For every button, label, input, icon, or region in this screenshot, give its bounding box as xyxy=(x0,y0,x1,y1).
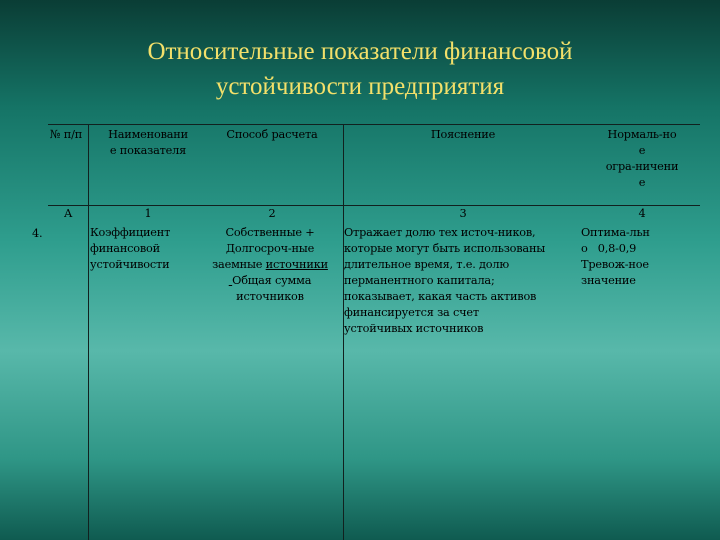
row-number: 4. xyxy=(32,227,43,240)
formula-numerator-line-2: Долгосроч-ные xyxy=(225,242,315,255)
index-norm: 4 xyxy=(638,207,646,220)
table-col-divider-1 xyxy=(88,124,89,540)
slide-title-line-1: Относительные показатели финансовой xyxy=(147,38,573,65)
header-indicator-name: Наименовани е показателя xyxy=(108,128,188,157)
row-normal-limit: Оптима-льн о 0,8-0,9 Тревож-ное значение xyxy=(581,226,650,287)
index-number: А xyxy=(63,207,73,220)
row-calculation-formula xyxy=(200,225,340,305)
row-indicator-name: Коэффициент финансовой устойчивости xyxy=(90,226,171,271)
formula-numerator-line-3: заемные источники xyxy=(212,258,328,271)
indicators-table xyxy=(32,124,700,540)
index-name: 1 xyxy=(144,207,152,220)
header-normal-limit: Нормаль-но е огра-ничени е xyxy=(605,128,679,189)
index-method: 2 xyxy=(268,207,276,220)
slide-title-line-2: устойчивости предприятия xyxy=(215,73,505,100)
formula-denominator-line-1: Общая сумма xyxy=(232,274,312,287)
row-explanation: Отражает долю тех источ-ников, которые могут быть использованы длительное время, т.е. долю перманентного капитала; показывает, какая часть активов финансируется за счет устойчивых источников xyxy=(344,226,546,335)
header-number: № п/п xyxy=(49,128,83,141)
slide-title xyxy=(0,34,720,104)
header-calculation-method: Способ расчета xyxy=(226,128,318,141)
table-top-rule xyxy=(48,124,700,125)
header-explanation: Пояснение xyxy=(430,128,496,141)
formula-numerator-line-1: Собственные + xyxy=(225,226,315,239)
index-explanation: 3 xyxy=(459,207,467,220)
formula-denominator-line-2: источников xyxy=(236,290,304,303)
formula-fraction-bar: источники xyxy=(265,258,328,271)
